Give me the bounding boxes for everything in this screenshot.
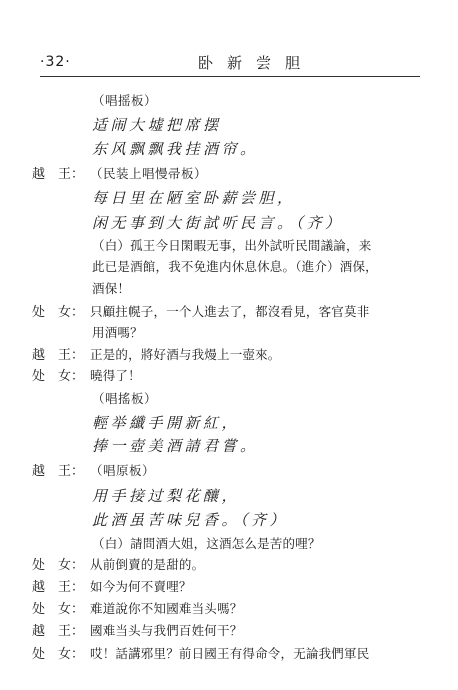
sung-verse: 每日里在陋室卧薪尝胆， — [92, 189, 296, 207]
speaker-name: 处 女： — [32, 305, 85, 320]
speaker-name: 越 王： — [32, 624, 85, 639]
dialogue-text: 从前倒賣的是甜的。 — [90, 557, 205, 572]
dialogue-text: 如今为何不賣哩？ — [90, 579, 192, 594]
page-header — [40, 52, 418, 76]
sung-verse: 闲无事到大街試听民言。（齐） — [92, 214, 344, 232]
dialogue-text: 正是的，將好酒与我熳上一壺來。 — [90, 347, 281, 362]
speaker-name: 越 王： — [32, 464, 85, 479]
stage-direction: （唱原板） — [90, 463, 156, 478]
speaker-name: 越 王： — [32, 348, 85, 363]
header-rule — [40, 76, 420, 77]
dialogue-text: 國难当头与我們百姓何干？ — [90, 623, 243, 638]
book-title: 卧新尝胆 — [198, 54, 315, 72]
speaker-name: 处 女： — [32, 602, 85, 617]
speaker-name: 处 女： — [32, 558, 85, 573]
sung-verse: 輕举纖手開新紅， — [92, 414, 241, 432]
sung-verse: 适闹大墟把席摆 — [92, 116, 222, 134]
dialogue-text: 酒保！ — [92, 281, 131, 296]
speaker-name: 处 女： — [32, 647, 85, 662]
page-number: ·32· — [40, 54, 71, 70]
dialogue-text: 曉得了！ — [90, 368, 141, 383]
dialogue-text: 只顧拄幌子，一个人進去了，都沒看見，客官莫非 — [90, 304, 370, 319]
dialogue-text: （白）請問酒大姐，这酒怎么是苦的哩？ — [92, 536, 321, 551]
sung-verse: 此酒虽苦味兒香。（齐） — [92, 511, 289, 529]
stage-direction: （唱搖板） — [92, 391, 158, 406]
speaker-name: 处 女： — [32, 369, 85, 384]
speaker-name: 越 王： — [32, 167, 85, 182]
dialogue-text: （白）孤王今日閑暇无事，出外試听民間議論，来 — [92, 238, 372, 253]
dialogue-text: 难道說你不知國难当头嗎？ — [90, 601, 243, 616]
sung-verse: 用手接过梨花釀， — [92, 487, 241, 505]
speaker-name: 越 王： — [32, 580, 85, 595]
sung-verse: 东风飘飘我挂酒帘。 — [92, 140, 259, 158]
sung-verse: 捧一壺美酒請君嘗。 — [92, 437, 259, 455]
dialogue-text: 哎！話講邪里？前日國王有得命令，无論我們軍民 — [90, 646, 370, 661]
stage-direction: （民装上唱慢帚板） — [90, 166, 208, 181]
stage-direction: （唱摇板） — [92, 93, 158, 108]
dialogue-text: 此已是酒館，我不免進内休息休息。（進介）酒保， — [92, 259, 378, 274]
dialogue-text: 用酒嗎？ — [92, 325, 143, 340]
